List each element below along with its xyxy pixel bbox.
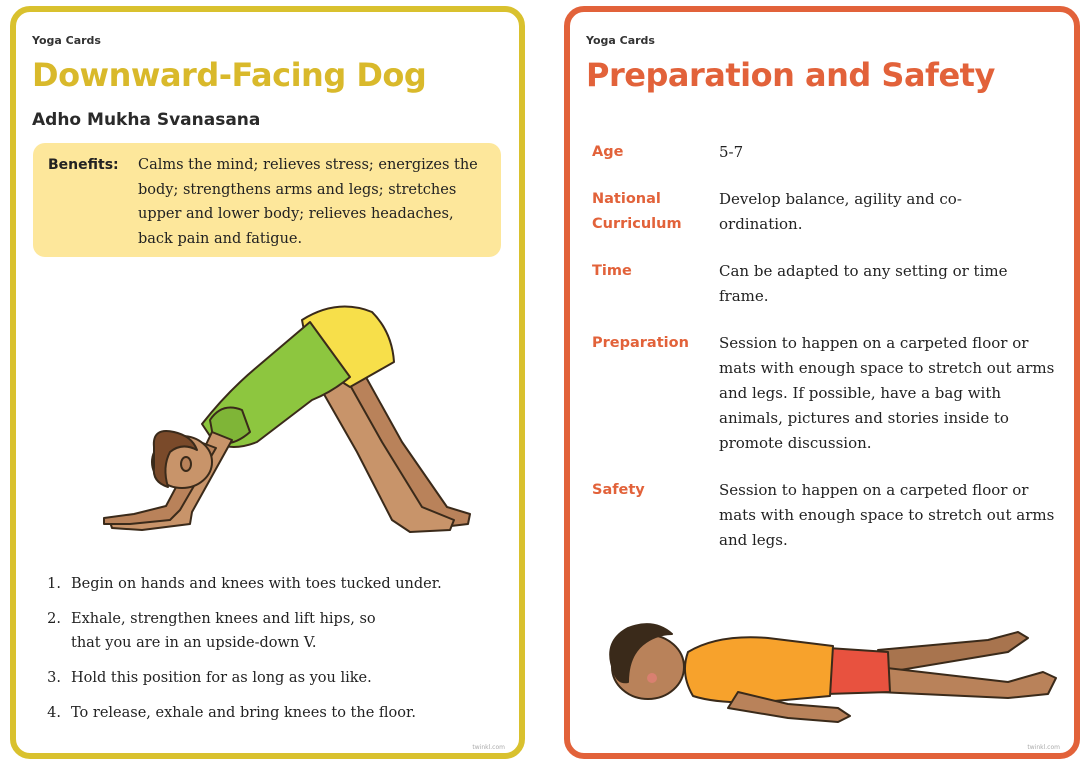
benefits-text: Calms the mind; relieves stress; energizes the body; strengthens arms and legs; stretches upper and lower body; relieves headaches, back pain and fatigue. bbox=[138, 157, 478, 247]
info-row-age bbox=[592, 140, 1062, 165]
info-row-time bbox=[592, 259, 1062, 309]
info-row-preparation bbox=[592, 331, 1062, 456]
card-series-label: Yoga Cards bbox=[32, 34, 101, 47]
info-row-safety bbox=[592, 478, 1062, 553]
benefits-label: Benefits: bbox=[48, 157, 119, 173]
info-label: Preparation bbox=[592, 335, 689, 351]
step-item bbox=[36, 572, 506, 596]
info-label: Safety bbox=[592, 482, 645, 498]
step-text: Begin on hands and knees with toes tucked under. bbox=[71, 576, 442, 592]
info-value: Can be adapted to any setting or time frame. bbox=[719, 262, 1008, 305]
footer-watermark: twinkl.com bbox=[1027, 744, 1060, 751]
info-value: 5-7 bbox=[719, 143, 744, 161]
card-title: Preparation and Safety bbox=[586, 56, 995, 94]
info-value: Develop balance, agility and co-ordination. bbox=[719, 190, 962, 233]
info-label: Time bbox=[592, 263, 632, 279]
step-number: 2. bbox=[47, 611, 61, 627]
info-value: Session to happen on a carpeted floor or mats with enough space to stretch out arms and legs. bbox=[719, 481, 1055, 549]
step-text: Exhale, strengthen knees and lift hips, so that you are in an upside-down V. bbox=[71, 611, 376, 651]
info-table bbox=[592, 140, 1062, 575]
resting-pose-illustration-icon bbox=[588, 612, 1066, 732]
step-item bbox=[36, 666, 506, 690]
info-value: Session to happen on a carpeted floor or mats with enough space to stretch out arms and legs. If possible, have a bag with animals, pictures and stories inside to promote discussion. bbox=[719, 334, 1055, 452]
step-number: 4. bbox=[47, 705, 61, 721]
footer-watermark: twinkl.com bbox=[472, 744, 505, 751]
card-series-label: Yoga Cards bbox=[586, 34, 655, 47]
instruction-steps bbox=[36, 572, 506, 736]
step-item bbox=[36, 607, 506, 655]
card-subtitle: Adho Mukha Svanasana bbox=[32, 110, 261, 130]
step-item bbox=[36, 701, 506, 725]
step-text: To release, exhale and bring knees to the floor. bbox=[71, 705, 416, 721]
info-row-national-curriculum bbox=[592, 187, 1062, 237]
step-text: Hold this position for as long as you like. bbox=[71, 670, 372, 686]
info-label: Age bbox=[592, 144, 624, 160]
step-number: 3. bbox=[47, 670, 61, 686]
info-label: National Curriculum bbox=[592, 191, 682, 232]
benefits-box bbox=[33, 143, 501, 257]
step-number: 1. bbox=[47, 576, 61, 592]
yoga-card-preparation-safety bbox=[564, 6, 1080, 759]
yoga-card-downward-dog bbox=[10, 6, 525, 759]
card-title: Downward-Facing Dog bbox=[32, 56, 427, 94]
downward-dog-pose-illustration-icon bbox=[82, 292, 472, 542]
